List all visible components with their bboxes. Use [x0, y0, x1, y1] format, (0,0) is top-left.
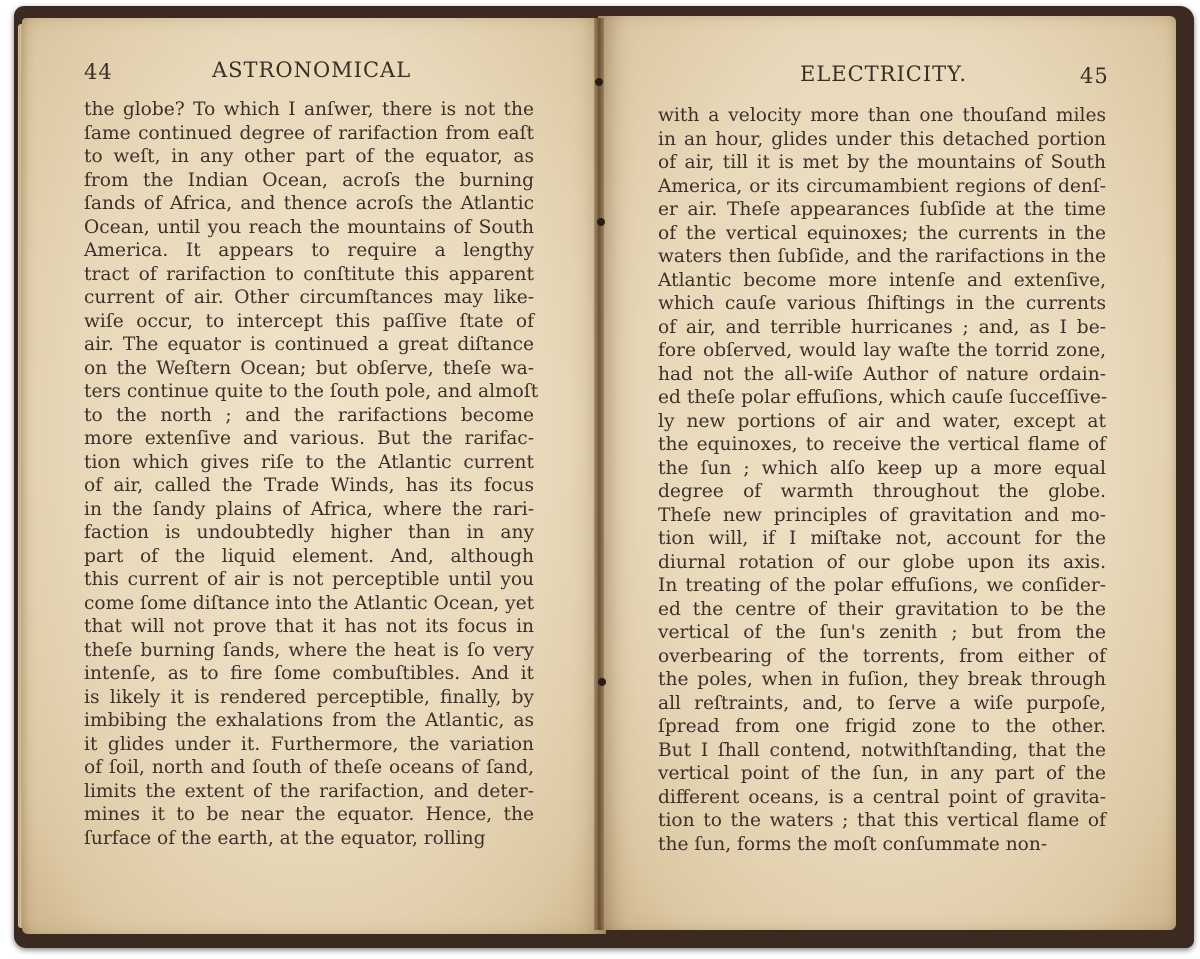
text-line: part of the liquid element. And, although [84, 545, 534, 567]
text-line: of air, called the Trade Winds, has its focus [84, 475, 534, 496]
text-line: degree of warmth throughout the globe. [658, 481, 1106, 502]
text-line: waters then ſubſide, and the rarifactions in the [658, 246, 1106, 267]
text-line: that will not prove that it has not its focus in [84, 616, 534, 637]
left-running-head: ASTRONOMICAL [212, 58, 412, 82]
text-line: in an hour, glides under this detached portion [658, 128, 1106, 150]
text-line: the equinoxes, to receive the vertical flame of [658, 434, 1106, 455]
text-line: current of air. Other circumſtances may like- [84, 287, 534, 308]
binding-thread-bottom [598, 678, 606, 686]
text-line: come ſome diſtance into the Atlantic Ocean, yet [84, 592, 535, 614]
text-line: imbibing the exhalations from the Atlantic, as [84, 710, 534, 731]
text-line: tract of rarifaction to conſtitute this apparent [84, 263, 534, 285]
binding-thread-top [595, 78, 603, 86]
text-line: of ſoil, north and ſouth of theſe oceans of ſand, [84, 757, 534, 778]
text-line: But I ſhall contend, notwithſtanding, that the [658, 739, 1106, 761]
text-line: diurnal rotation of our globe upon its axis. [658, 551, 1106, 573]
text-line: ſands of Africa, and thence acroſs the Atlantic [84, 193, 534, 214]
text-line: ſpread from one frigid zone to the other. [658, 716, 1106, 737]
text-line: vertical of the ſun's zenith ; but from the [658, 622, 1106, 643]
text-line: tion to the waters ; that this vertical flame of [658, 810, 1106, 831]
text-line: this current of air is not perceptible until you [84, 569, 534, 590]
text-line: limits the extent of the rarifaction, and deter- [84, 780, 534, 802]
text-line: all reſtraints, and, to ſerve a wiſe purpoſe, [658, 692, 1106, 714]
text-line: more extenſive and various. But the rarifac- [84, 428, 534, 449]
text-line: different oceans, is a central point of gravita- [658, 786, 1106, 808]
text-line: the globe? To which I anſwer, there is not the [84, 99, 534, 120]
text-line: ſurface of the earth, at the equator, rolling [84, 827, 486, 849]
text-line: ed theſe polar effuſions, which cauſe ſucceſſive- [658, 387, 1108, 408]
text-line: the ſun, forms the moſt conſummate non- [658, 833, 1048, 855]
text-line: with a velocity more than one thouſand miles [658, 105, 1106, 126]
text-line: air. The equator is continued a great diſtance [84, 334, 534, 355]
text-line: ſame continued degree of rarifaction from eaſt [84, 122, 534, 144]
text-line: had not the all-wiſe Author of nature ordain- [658, 363, 1106, 385]
text-line: er air. Theſe appearances ſubſide at the time [658, 199, 1106, 220]
text-line: In treating of the polar effuſions, we conſider- [658, 575, 1106, 596]
text-line: Ocean, until you reach the mountains of South [84, 216, 534, 238]
text-line: to the north ; and the rarifactions become [84, 404, 534, 426]
text-line: America. It appears to require a lengthy [84, 240, 534, 261]
text-line: it glides under it. Furthermore, the variation [84, 733, 534, 755]
text-line: on the Weſtern Ocean; but obſerve, theſe wa- [84, 357, 534, 379]
text-line: faction is undoubtedly higher than in any [84, 522, 534, 543]
text-line: Atlantic become more intenſe and extenſive, [658, 269, 1106, 291]
right-running-head: ELECTRICITY. [800, 62, 967, 86]
text-line: the ſun ; which alſo keep up a more equal [658, 457, 1106, 479]
text-line: from the Indian Ocean, acroſs the burning [84, 169, 534, 191]
text-line: mines it to be near the equator. Hence, the [84, 804, 534, 825]
text-line: intenſe, as to fire ſome combuſtibles. And it [84, 663, 534, 684]
text-line: of air, and terrible hurricanes ; and, as I be- [658, 316, 1106, 338]
text-line: theſe burning ſands, where the heat is ſo very [84, 639, 534, 661]
text-line: America, or its circumambient regions of denſ- [658, 175, 1106, 197]
binding-thread-middle [597, 218, 605, 226]
left-page-text [84, 98, 539, 850]
text-line: ly new portions of air and water, except at [658, 410, 1106, 432]
left-page [22, 18, 606, 934]
text-line: wiſe occur, to intercept this paſſive ſtate of [84, 310, 534, 332]
text-line: the poles, when in fuſion, they break through [658, 669, 1106, 690]
text-line: of air, till it is met by the mountains of South [658, 152, 1106, 173]
right-page-text [658, 104, 1106, 856]
text-line: Theſe new principles of gravitation and mo- [658, 504, 1106, 526]
text-line: vertical point of the ſun, in any part of the [658, 763, 1106, 784]
text-line: ters continue quite to the ſouth pole, and almoſt [84, 381, 539, 402]
text-line: is likely it is rendered perceptible, finally, by [84, 686, 534, 708]
text-line: to weſt, in any other part of the equator, as [84, 146, 534, 167]
book-gutter [594, 18, 604, 930]
left-page-number: 44 [84, 60, 113, 84]
right-page [598, 16, 1176, 930]
text-line: fore obſerved, would lay waſte the torrid zone, [658, 340, 1106, 361]
text-line: which cauſe various ſhiftings in the currents [658, 293, 1106, 314]
text-line: tion will, if I miſtake not, account for the [658, 528, 1106, 549]
text-line: ed the centre of their gravitation to be the [658, 598, 1106, 620]
text-line: overbearing of the torrents, from either of [658, 645, 1106, 667]
text-line: in the ſandy plains of Africa, where the rari- [84, 498, 534, 520]
right-page-number: 45 [1080, 64, 1109, 88]
text-line: tion which gives riſe to the Atlantic current [84, 451, 534, 473]
text-line: of the vertical equinoxes; the currents in the [658, 222, 1106, 244]
